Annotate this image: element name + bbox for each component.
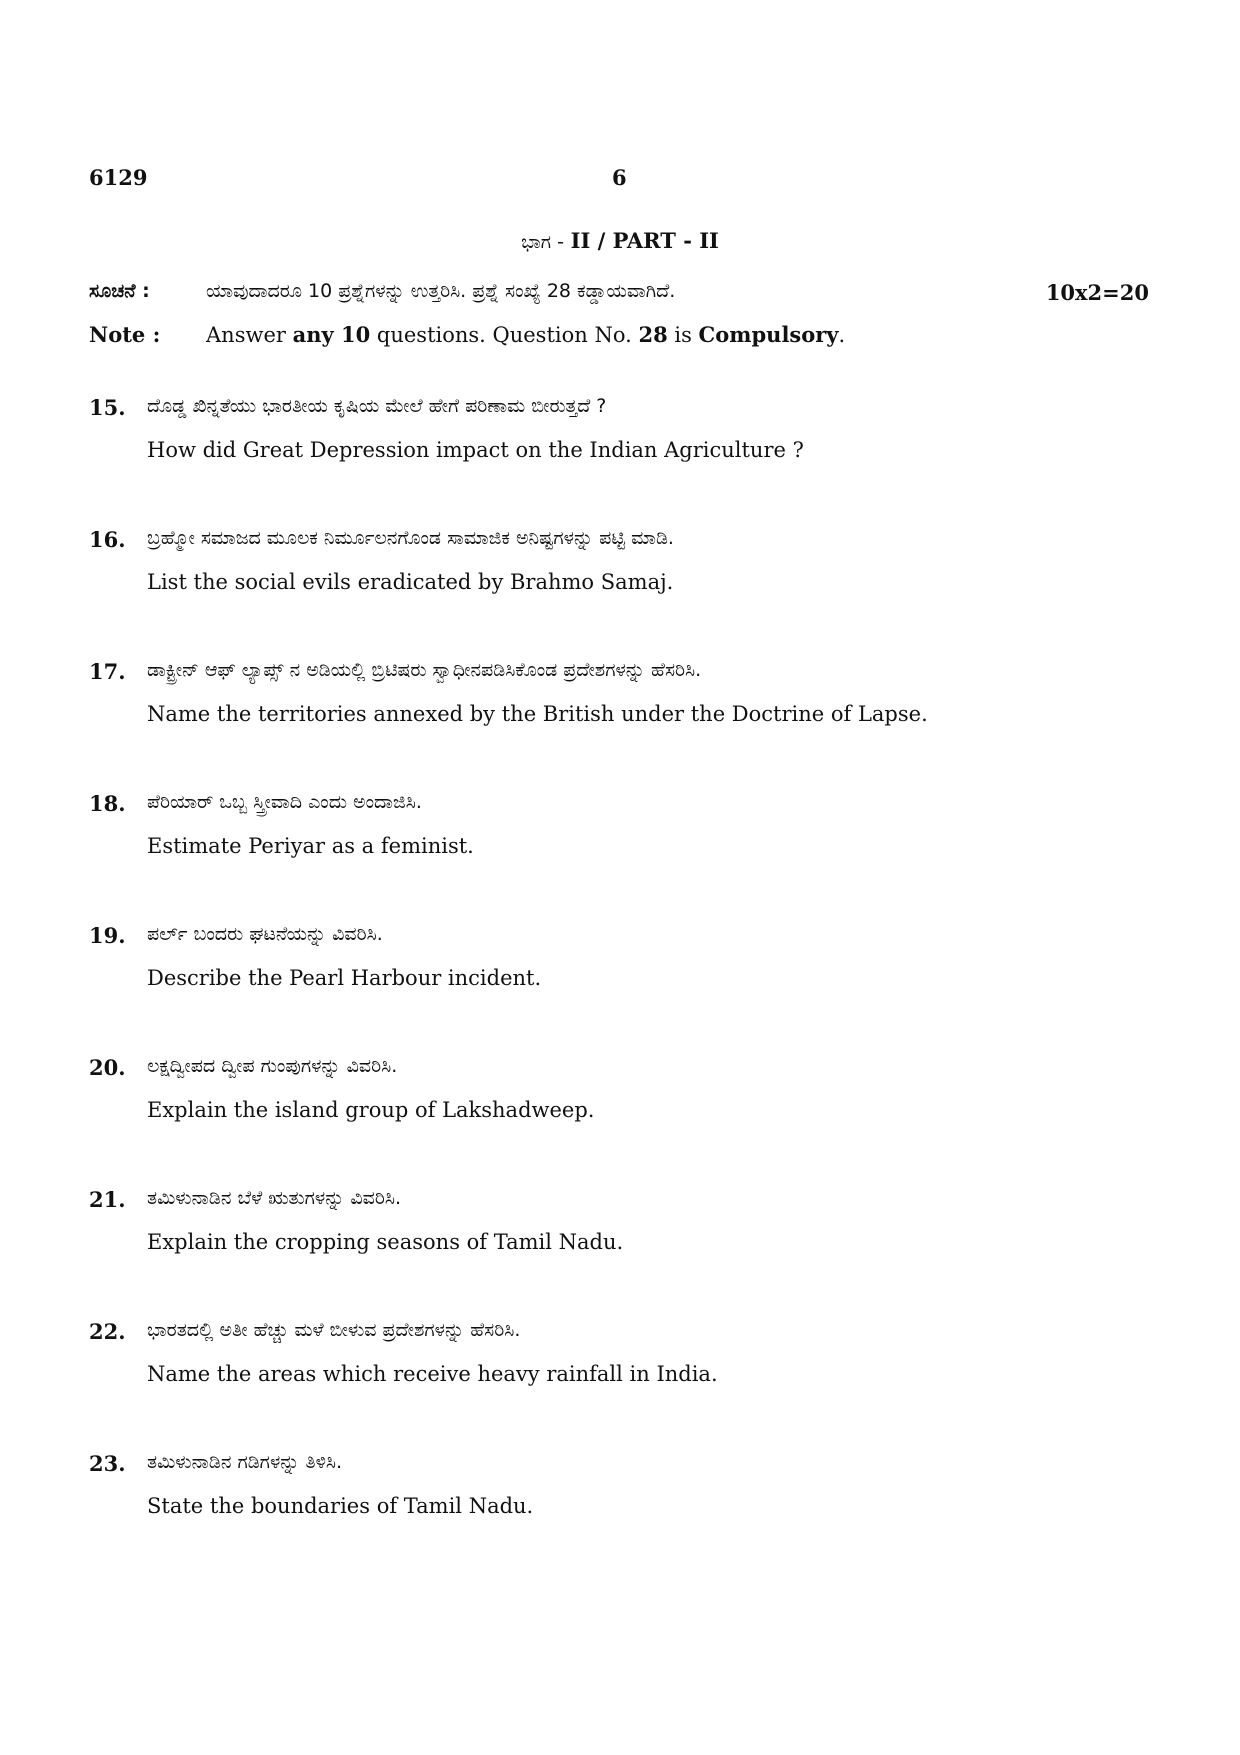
question-text-en: Estimate Periyar as a feminist. (147, 834, 474, 858)
question-number: 18. (89, 791, 126, 816)
instruction-en-text (206, 322, 845, 347)
question-text-en: Explain the island group of Lakshadweep. (147, 1098, 595, 1122)
question-number: 19. (89, 923, 126, 948)
question-text-kn: ಭಾರತದಲ್ಲಿ ಅತೀ ಹೆಚ್ಚು ಮಳೆ ಬೀಳುವ ಪ್ರದೇಶಗಳನ್ನು ಹೆಸರಿಸಿ. (147, 1319, 521, 1341)
instruction-en-bold: 28 (638, 322, 668, 347)
instruction-en-part: . (838, 323, 846, 347)
instruction-en-bold: any 10 (292, 322, 371, 347)
question-number: 21. (89, 1187, 126, 1212)
instruction-kn-text: ಯಾವುದಾದರೂ 10 ಪ್ರಶ್ನೆಗಳನ್ನು ಉತ್ತರಿಸಿ. ಪ್ರಶ್ನೆ ಸಂಖ್ಯೆ 28 ಕಡ್ಡಾಯವಾಗಿದೆ. (206, 280, 676, 302)
question-text-en: Name the areas which receive heavy rainfall in India. (147, 1362, 718, 1386)
question-text-kn: ಲಕ್ಷದ್ವೀಪದ ದ್ವೀಪ ಗುಂಪುಗಳನ್ನು ವಿವರಿಸಿ. (147, 1055, 398, 1077)
question-text-kn: ಪರ್ಲ್ ಬಂದರು ಘಟನೆಯನ್ನು ವಿವರಿಸಿ. (147, 923, 383, 945)
question-text-kn: ಡಾಕ್ಟ್ರೀನ್ ಆಫ್ ಲ್ಯಾಪ್ಸ್ ನ ಅಡಿಯಲ್ಲಿ ಬ್ರಿಟಿಷರು ಸ್ವಾಧೀನಪಡಿಸಿಕೊಂಡ ಪ್ರದೇಶಗಳನ್ನು ಹೆಸರಿಸಿ. (147, 659, 702, 681)
question-number: 22. (89, 1319, 126, 1344)
instruction-en-part: questions. Question No. (370, 323, 639, 347)
question-text-kn: ತಮಿಳುನಾಡಿನ ಗಡಿಗಳನ್ನು ತಿಳಿಸಿ. (147, 1451, 343, 1473)
instruction-kn-label: ಸೂಚನೆ : (89, 280, 150, 302)
page-number: 6 (612, 165, 627, 190)
question-text-en: How did Great Depression impact on the Indian Agriculture ? (147, 438, 804, 462)
instruction-en-label: Note : (89, 322, 161, 347)
question-text-kn: ತಮಿಳುನಾಡಿನ ಬೆಳೆ ಋತುಗಳನ್ನು ವಿವರಿಸಿ. (147, 1187, 402, 1209)
question-text-kn: ದೊಡ್ಡ ಖಿನ್ನತೆಯು ಭಾರತೀಯ ಕೃಷಿಯ ಮೇಲೆ ಹೇಗೆ ಪರಿಣಾಮ ಬೀರುತ್ತದೆ ? (147, 395, 607, 417)
marks-allotment: 10x2=20 (1045, 280, 1149, 305)
question-text-en: List the social evils eradicated by Brahmo Samaj. (147, 570, 674, 594)
question-text-en: State the boundaries of Tamil Nadu. (147, 1494, 534, 1518)
question-number: 16. (89, 527, 126, 552)
question-number: 17. (89, 659, 126, 684)
question-text-en: Describe the Pearl Harbour incident. (147, 966, 542, 990)
instruction-en-part: Answer (206, 323, 293, 347)
instruction-en-part: is (667, 323, 699, 347)
part-heading-en: II / PART - II (570, 228, 719, 253)
part-heading-kn: ಭಾಗ - (521, 231, 564, 253)
question-number: 20. (89, 1055, 126, 1080)
question-text-kn: ಬ್ರಹ್ಮೋ ಸಮಾಜದ ಮೂಲಕ ನಿರ್ಮೂಲನಗೊಂಡ ಸಾಮಾಜಿಕ ಅನಿಷ್ಟಗಳನ್ನು ಪಟ್ಟಿ ಮಾಡಿ. (147, 527, 674, 549)
question-number: 15. (89, 395, 126, 420)
part-heading (0, 228, 1240, 253)
question-number: 23. (89, 1451, 126, 1476)
question-text-kn: ಪೆರಿಯಾರ್ ಒಬ್ಬ ಸ್ತ್ರೀವಾದಿ ಎಂದು ಅಂದಾಜಿಸಿ. (147, 791, 422, 813)
question-text-en: Explain the cropping seasons of Tamil Nadu. (147, 1230, 624, 1254)
instruction-en-bold: Compulsory (698, 322, 839, 347)
paper-code: 6129 (89, 165, 148, 190)
question-text-en: Name the territories annexed by the British under the Doctrine of Lapse. (147, 702, 928, 726)
